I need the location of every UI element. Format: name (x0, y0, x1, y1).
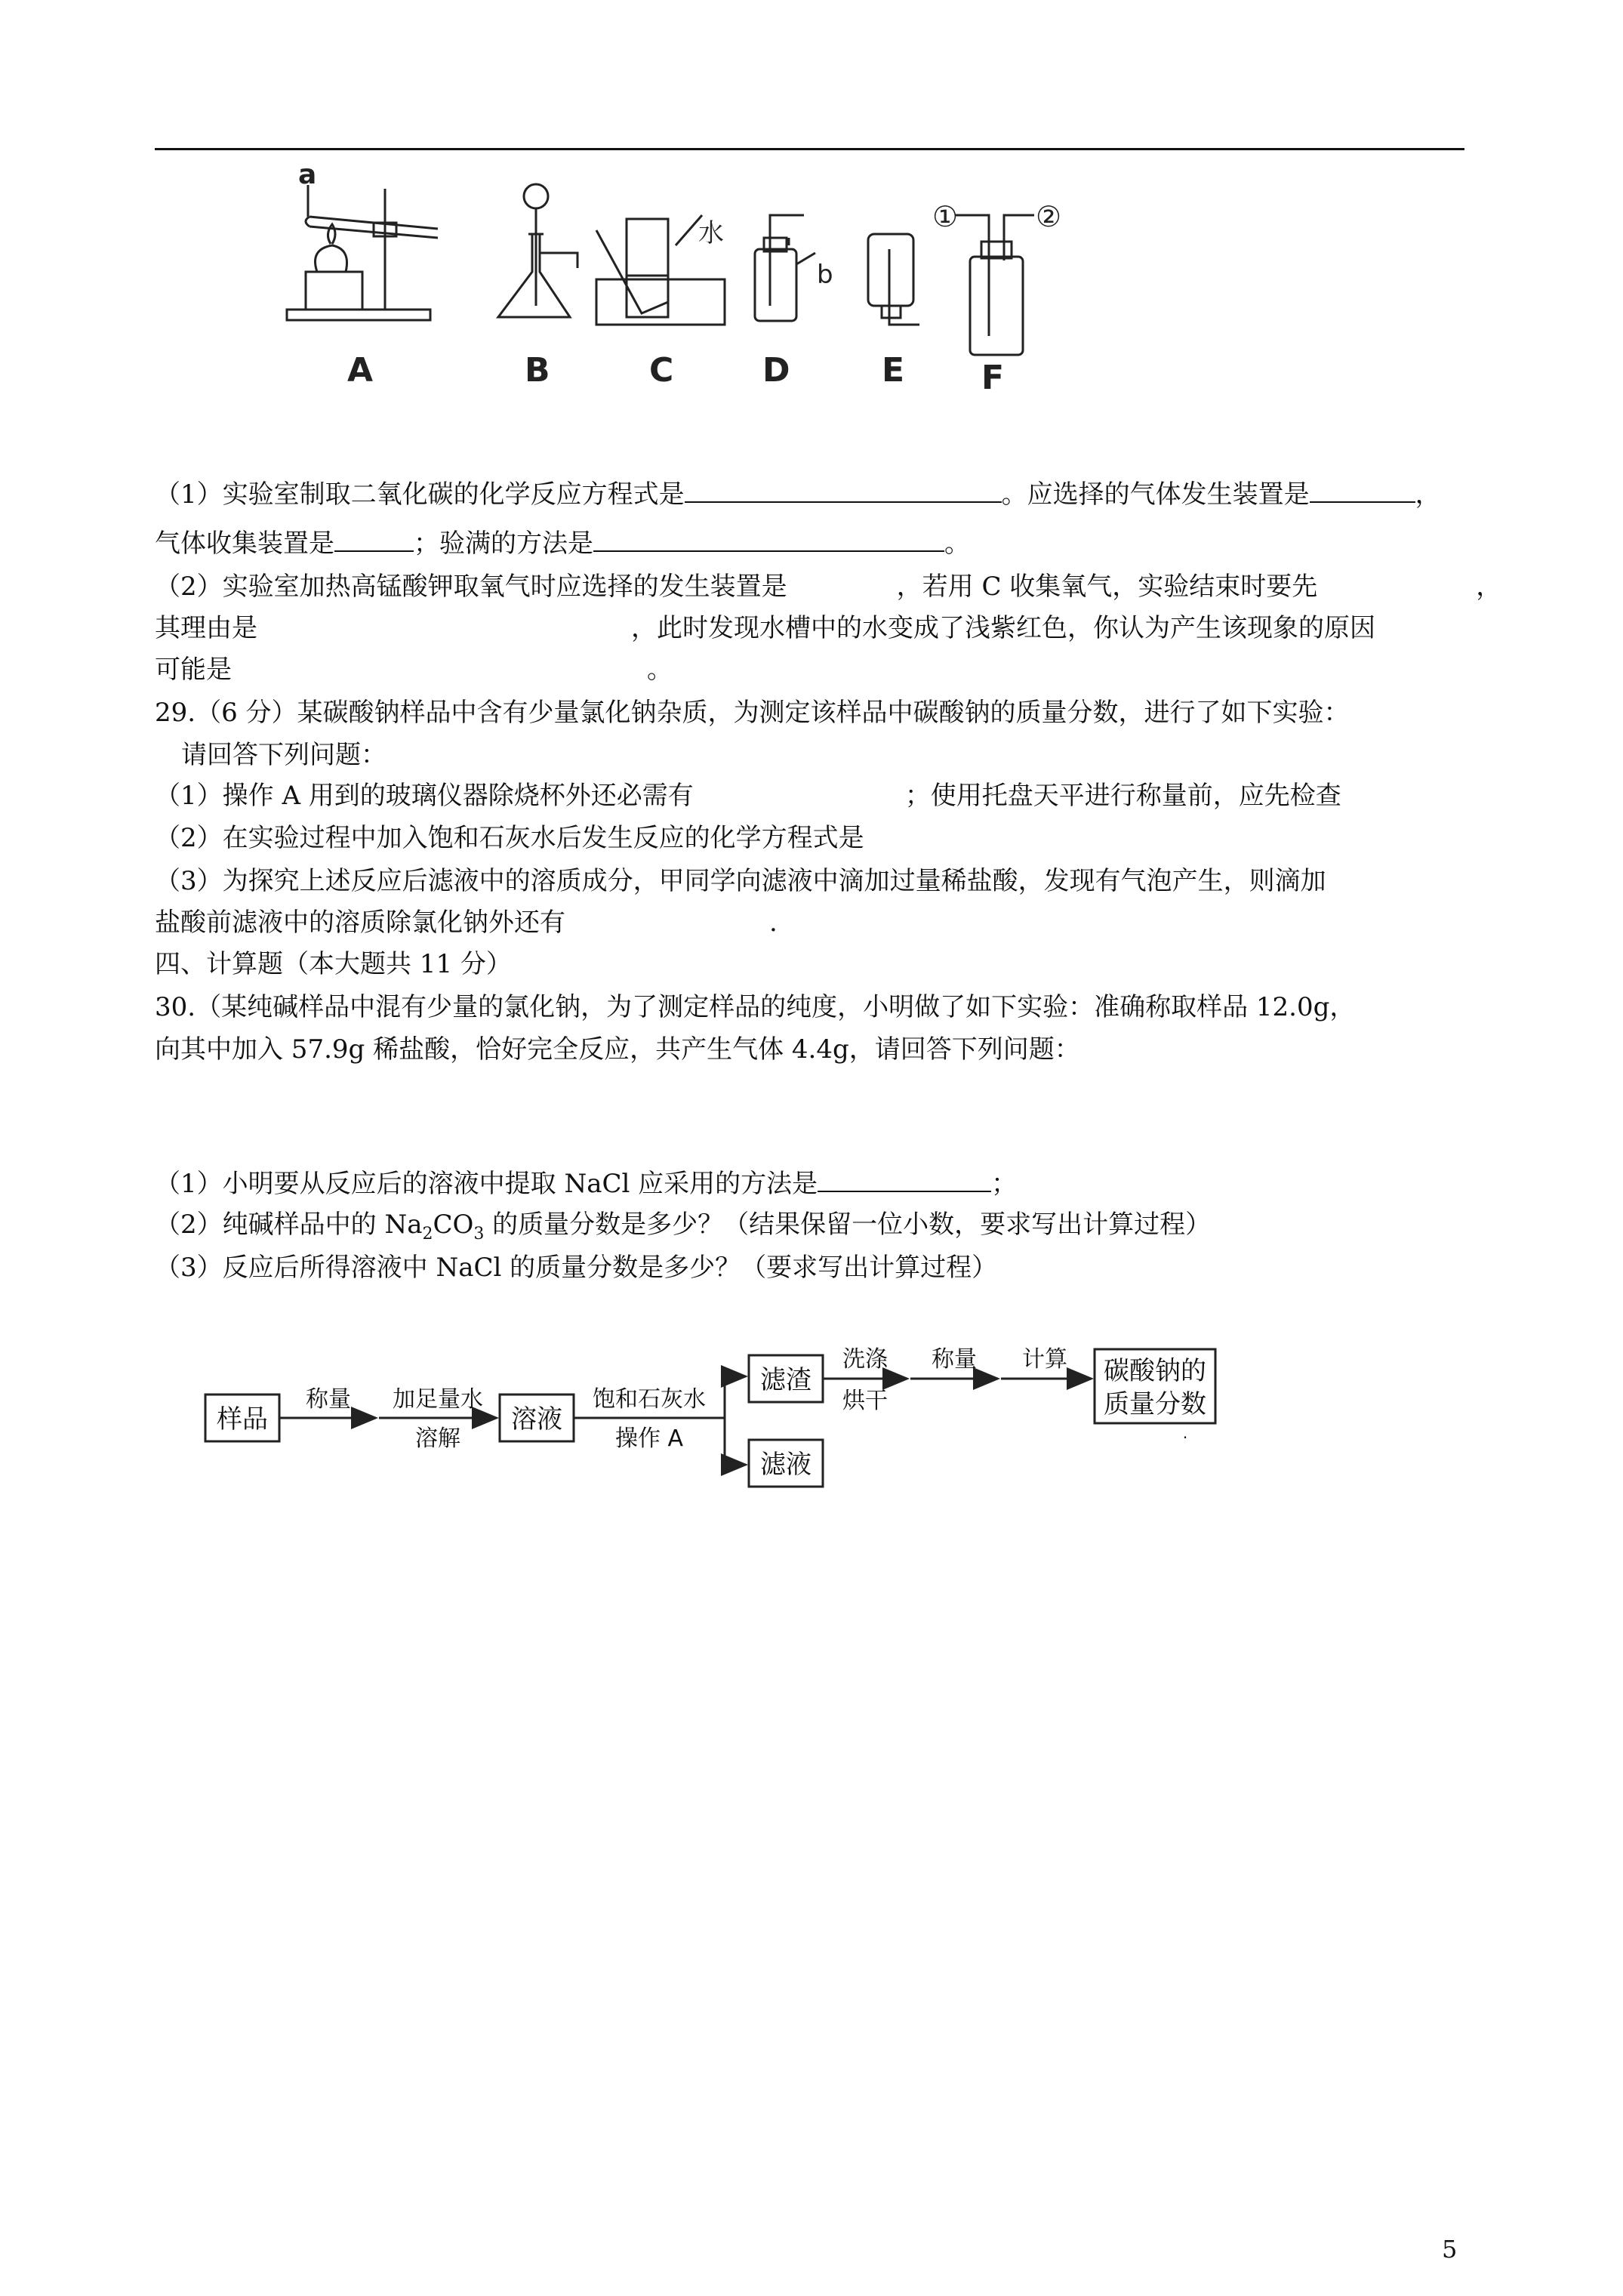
apparatus-d-drawing (755, 215, 815, 321)
q29-prompt: 请回答下列问题： (181, 740, 387, 770)
label-b: B (525, 351, 550, 390)
flow-arrow2-bottom: 溶解 (415, 1425, 460, 1452)
label-c: C (649, 351, 674, 390)
flow-arrow3-top: 饱和石灰水 (593, 1386, 706, 1413)
flow-result-line1: 碳酸钠的 (1104, 1356, 1206, 1386)
q29-part2: （2）在实验过程中加入饱和石灰水后发生反应的化学方程式是 (155, 823, 864, 853)
q28-part1-line1: （1）实验室制取二氧化碳的化学反应方程式是 。应选择的气体发生装置是 ， (155, 476, 1441, 511)
flow-arrow2-top: 加足量水 (393, 1386, 483, 1413)
flow-sample-label: 样品 (217, 1404, 268, 1435)
apparatus-b-drawing (498, 184, 577, 317)
q30-line1: 30.（某纯碱样品中混有少量的氯化钠，为了测定样品的纯度，小明做了如下实验：准确称取样品 12.0g， (155, 992, 1356, 1022)
blank-equation[interactable] (685, 476, 1002, 503)
experiment-flowchart (204, 1333, 1238, 1514)
page-number: 5 (1442, 2235, 1458, 2264)
q30-part2: （2）纯碱样品中的 $Na_2CO_3$ 的质量分数是多少？（结果保留一位小数，要求写出计算过程） (155, 1210, 1212, 1244)
q29-part1: （1）操作 A 用到的玻璃仪器除烧杯外还必需有 ；使用托盘天平进行称量前，应先检查 (155, 781, 1341, 811)
q30-line2: 向其中加入 57.9g 稀盐酸，恰好完全反应，共产生气体 4.4g，请回答下列问题： (155, 1034, 1080, 1065)
blank-generator[interactable] (1310, 476, 1415, 503)
apparatus-figure (272, 162, 1200, 396)
label-e: E (882, 351, 905, 390)
marker-1: ① (932, 200, 959, 233)
header-rule (155, 148, 1464, 150)
blank-method[interactable] (818, 1165, 991, 1192)
flow-arrow6-label: 计算 (1022, 1346, 1067, 1373)
marker-b: b (817, 260, 833, 290)
q30-part3: （3）反应后所得溶液中 NaCl 的质量分数是多少？（要求写出计算过程） (155, 1253, 998, 1283)
blank-full-check[interactable] (593, 525, 944, 552)
flow-arrow3-bottom: 操作 A (614, 1425, 684, 1452)
q28-part1-line2: 气体收集装置是 ；验满的方法是 。 (155, 525, 970, 560)
label-a: A (347, 351, 374, 390)
q28-part2-line1: （2）实验室加热高锰酸钾取氧气时应选择的发生装置是 ，若用 C 收集氧气，实验结束时要先 ， (155, 572, 1502, 602)
q29-title: 29.（6 分）某碳酸钠样品中含有少量氯化钠杂质，为测定该样品中碳酸钠的质量分数，进行了如下实验： (155, 698, 1350, 728)
apparatus-e-drawing (868, 234, 919, 325)
flow-filtrate-label: 滤液 (760, 1450, 812, 1480)
marker-water: 水 (698, 218, 724, 248)
flow-residue-label: 滤渣 (760, 1365, 812, 1395)
marker-a: a (298, 162, 317, 190)
apparatus-f-drawing (955, 215, 1034, 355)
flow-arrow5-label: 称量 (932, 1346, 977, 1373)
flow-solution-label: 溶液 (511, 1404, 562, 1435)
flow-arrow4-bottom: 烘干 (842, 1388, 888, 1414)
q30-part1: （1）小明要从反应后的溶液中提取 NaCl 应采用的方法是 ； (155, 1165, 1017, 1200)
flow-dot: . (1182, 1424, 1188, 1442)
section4-title: 四、计算题（本大题共 11 分） (155, 949, 512, 979)
apparatus-a-drawing (287, 185, 438, 320)
blank-collector[interactable] (334, 525, 414, 552)
q29-part3-line1: （3）为探究上述反应后滤液中的溶质成分，甲同学向滤液中滴加过量稀盐酸，发现有气泡产生，则滴加 (155, 866, 1326, 896)
label-d: D (762, 351, 790, 390)
marker-2: ② (1036, 200, 1062, 233)
flow-result-line2: 质量分数 (1104, 1389, 1206, 1419)
label-f: F (981, 359, 1005, 396)
q28-part2-line2: 其理由是 ，此时发现水槽中的水变成了浅紫红色，你认为产生该现象的原因 (155, 613, 1375, 643)
flow-arrow1-label: 称量 (306, 1386, 351, 1413)
flow-arrow4-top: 洗涤 (842, 1346, 888, 1373)
q28-part2-line3: 可能是 。 (155, 655, 673, 685)
q29-part3-line2: 盐酸前滤液中的溶质除氯化钠外还有 . (155, 908, 778, 938)
